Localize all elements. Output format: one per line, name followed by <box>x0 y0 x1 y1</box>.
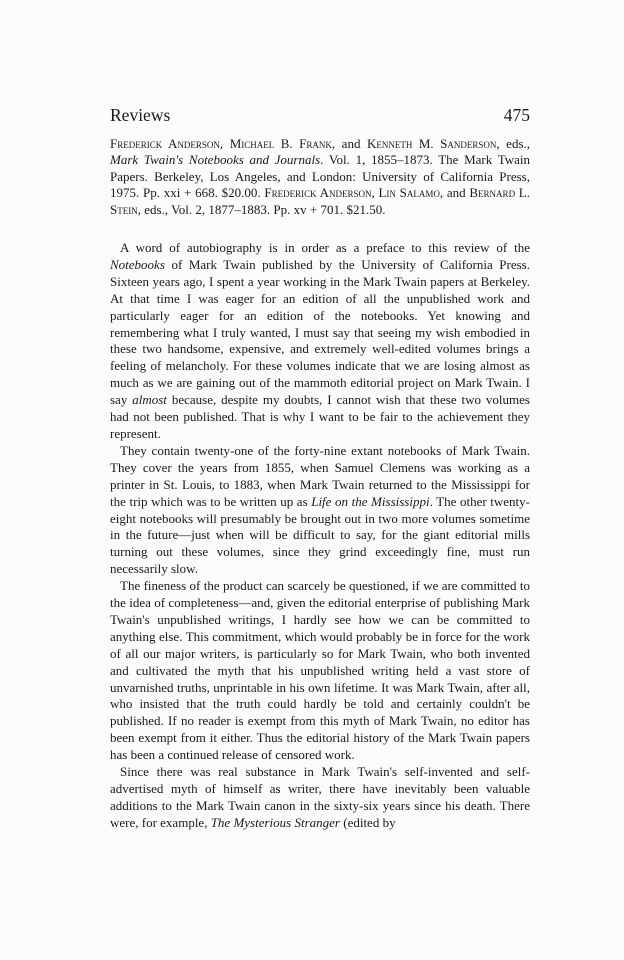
paragraph-text: They contain twenty-one of the forty-nine extant notebooks of Mark Twain. They cover the years from 1855, when Samuel Clemens was working as a printer in St. Louis, to 1883, when Mark Twain returned to the Mississippi for the trip which was to be written up as <box>110 442 530 509</box>
italic-title: Life on the Mississippi <box>311 493 430 509</box>
editor-name: Frederick Anderson <box>110 136 220 151</box>
editor-name: Kenneth M. Sanderson <box>366 136 497 151</box>
section-title: Reviews <box>110 105 171 125</box>
citation-text: , and <box>331 136 367 151</box>
paragraph <box>110 443 530 578</box>
paragraph-text: (edited by <box>339 814 396 830</box>
editor-name: Lin Salamo <box>378 185 440 201</box>
paragraph <box>110 764 530 832</box>
paragraph-text: because, despite my doubts, I cannot wish that these two volumes had not been published. That is why I want to be fair to the achievement they represent. <box>110 392 530 441</box>
citation-text: . Vol. 1, 1855–1873. The Mark Twain Papers. Berkeley, Los Angeles, and London: University of California Press, 1975. Pp. xxi + 668. $20.00. <box>110 152 530 201</box>
citation-text: , eds., <box>496 136 531 151</box>
editor-name: Michael B. Frank <box>229 136 332 151</box>
italic-title: The Mysterious Stranger <box>210 814 340 830</box>
review-body <box>110 240 530 832</box>
citation-text: , eds., Vol. 2, 1877–1883. Pp. xv + 701. $21.50. <box>137 201 386 217</box>
paragraph-text: Since there was real substance in Mark Twain's self-invented and self-advertised myth of himself as writer, there have inevitably been valuable additions to the Mark Twain canon in the sixty-six years since his death. There were, for example, <box>110 764 530 830</box>
paragraph <box>110 578 530 764</box>
editor-name: Frederick Anderson <box>264 185 372 201</box>
editor-name: Bernard L. Stein <box>110 185 530 217</box>
page-number: 475 <box>503 105 530 125</box>
paragraph-text: of Mark Twain published by the University of California Press. Sixteen years ago, I spent a year working in the Mark Twain papers at Berkeley. At that time I was eager for an edition of all the unpublished work and particularly eager for an edition of the notebooks. Yet knowing and remembering what I truly wanted, I must say that seeing my wish embodied in these two handsome, expensive, and extremely well-edited volumes brings a feeling of melancholy. For these volumes indicate that we are losing almost as much as we are gaining out of the mammoth editorial project on Mark Twain. I say <box>110 256 530 408</box>
italic-emphasis: almost <box>132 392 167 408</box>
citation-text: , <box>219 136 230 151</box>
book-citation <box>110 136 530 218</box>
book-title: Mark Twain's Notebooks and Journals <box>110 152 321 168</box>
italic-title: Notebooks <box>110 256 165 272</box>
paragraph-text: . The other twenty-eight notebooks will presumably be brought out in two more volumes sometime in the future—just when will be difficult to say, for the giant editorial mills turning out these volumes, since they grind exceedingly fine, must run necessarily slow. <box>110 493 530 577</box>
paragraph-text: A word of autobiography is in order as a preface to this review of the <box>120 240 530 255</box>
citation-text: , and <box>439 185 470 201</box>
citation-text: , <box>371 185 379 201</box>
paragraph-text: The fineness of the product can scarcely be questioned, if we are committed to the idea of completeness—and, given the editorial enterprise of publishing Mark Twain's unpublished writings, I hardly see how we can be committed to anything else. This commitment, which would probably be in force for the work of all our major writers, is particularly so for Mark Twain, who both invented and cultivated the myth that his unpublished writing held a vast store of unvarnished truths, unprintable in his own lifetime. It was Mark Twain, after all, who insisted that the truth could hardly be told and certainly couldn't be published. If no reader is exempt from this myth of Mark Twain, no editor has been exempt from it either. Thus the editorial history of the Mark Twain papers has been a continued release of censored work. <box>110 578 530 763</box>
paragraph <box>110 240 530 443</box>
